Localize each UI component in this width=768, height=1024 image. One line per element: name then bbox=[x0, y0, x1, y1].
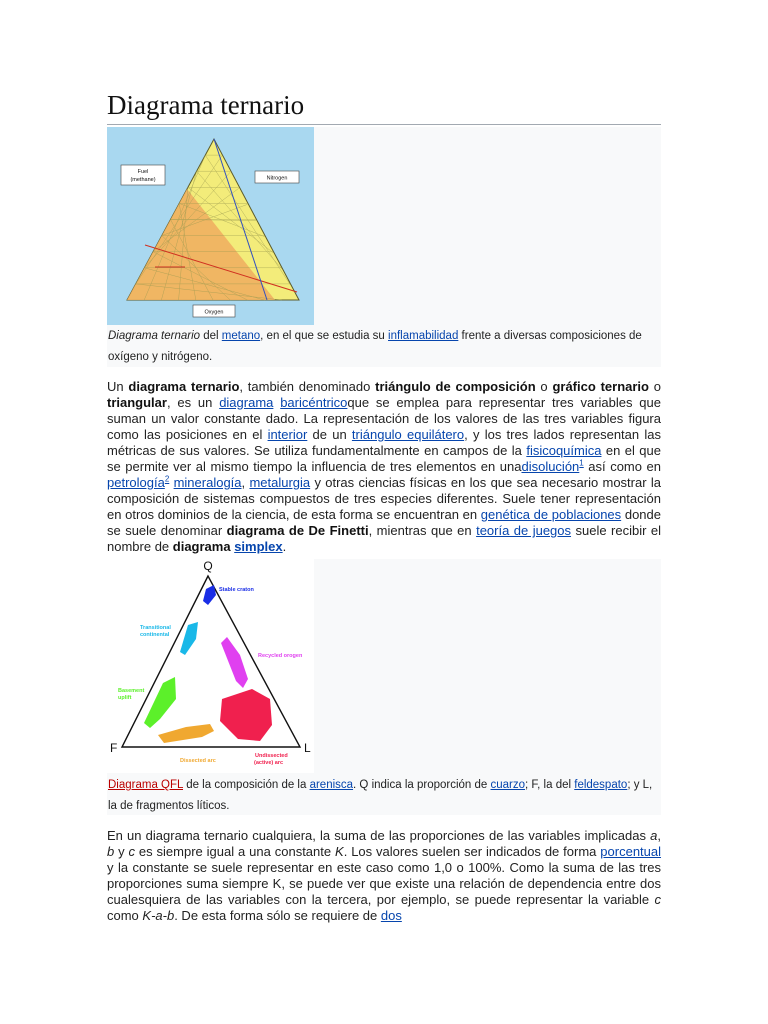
f-vertex-label: F bbox=[110, 741, 118, 755]
text-run: . bbox=[282, 539, 287, 554]
link-inflamabilidad[interactable]: inflamabilidad bbox=[388, 330, 459, 342]
text-run: . Los valores suelen ser indicados de forma bbox=[343, 844, 601, 859]
caption-text: . Q indica la proporción de bbox=[353, 779, 491, 791]
stable-craton-label: Stable craton bbox=[219, 587, 254, 593]
caption-text: ; F, la del bbox=[525, 779, 575, 791]
transitional-label: Transitional bbox=[140, 625, 171, 631]
text-run: en el que se permite ver al mismo tiempo la influencia de tres elementos en una bbox=[107, 443, 661, 474]
bold-term: diagrama bbox=[172, 539, 231, 554]
text-run: que se emplea para representar tres variables que suman un valor constante dado. La representación de los valores de las tres variables figura como las posiciones en el bbox=[107, 395, 661, 442]
fuel-label: Fuel bbox=[137, 169, 149, 175]
link-triangulo-equilatero[interactable]: triángulo equilátero bbox=[351, 427, 465, 442]
figure-2-caption bbox=[108, 775, 661, 817]
transitional-label: continental bbox=[140, 632, 170, 638]
link-diagrama-qfl[interactable]: Diagrama QFL bbox=[108, 779, 183, 791]
second-paragraph bbox=[107, 828, 661, 924]
text-run: En un diagrama ternario cualquiera, la suma de las proporciones de las variables implicadas bbox=[107, 828, 651, 843]
title-divider bbox=[107, 124, 661, 125]
bold-term: diagrama de De Finetti bbox=[226, 523, 369, 538]
dissected-arc-label: Dissected arc bbox=[180, 758, 216, 764]
text-run: y bbox=[114, 844, 129, 859]
link-cuarzo[interactable]: cuarzo bbox=[490, 779, 526, 791]
text-run: suele recibir el nombre de bbox=[107, 523, 661, 554]
figure-2-image[interactable] bbox=[100, 559, 314, 773]
basement-uplift-label: uplift bbox=[118, 695, 132, 701]
text-run: . De esta forma sólo se requiere de bbox=[174, 908, 381, 923]
figure-1-image[interactable] bbox=[107, 127, 314, 325]
link-dos[interactable]: dos bbox=[380, 908, 402, 923]
text-run: y la constante se suele representar en este caso como 1,0 o 100%. Como la suma de las tres proporciones suma siempre K, se puede ver que existe una relación de dependencia entre dos cualesquiera de las variables con la tercera, por ejemplo, se puede representar la variable bbox=[107, 860, 661, 907]
text-run: , es un bbox=[166, 395, 220, 410]
link-fisicoquimica[interactable]: fisicoquímica bbox=[526, 443, 602, 458]
intro-paragraph bbox=[107, 379, 661, 555]
page-title: Diagrama ternario bbox=[107, 90, 305, 120]
link-disolucion[interactable]: disolución bbox=[521, 459, 580, 474]
text-run: o bbox=[535, 379, 553, 394]
link-arenisca[interactable]: arenisca bbox=[309, 779, 354, 791]
caption-text: , en el que se estudia su bbox=[260, 330, 389, 342]
basement-uplift-label: Basement bbox=[118, 688, 145, 694]
q-vertex-label: Q bbox=[203, 559, 213, 573]
reference-1[interactable]: 1 bbox=[579, 458, 584, 468]
l-vertex-label: L bbox=[304, 741, 311, 755]
link-metalurgia[interactable]: metalurgia bbox=[249, 475, 311, 490]
text-run: así como en bbox=[583, 459, 661, 474]
text-run: o bbox=[648, 379, 661, 394]
constant-k: K bbox=[335, 844, 344, 859]
recycled-orogen-label: Recycled orogen bbox=[258, 653, 303, 659]
undissected-arc-label: (active) arc bbox=[254, 760, 284, 766]
figure-1-caption bbox=[108, 326, 661, 368]
caption-italic: Diagrama ternario bbox=[108, 330, 201, 342]
caption-text: frente a diversas composiciones de oxígeno y nitrógeno. bbox=[108, 330, 642, 363]
variable-c: c bbox=[654, 892, 661, 907]
bold-term: gráfico ternario bbox=[552, 379, 649, 394]
reference-2[interactable]: 2 bbox=[164, 474, 170, 484]
text-run: , bbox=[241, 475, 250, 490]
text-run: donde se suele denominar bbox=[107, 507, 661, 538]
link-mineralogia[interactable]: mineralogía bbox=[173, 475, 242, 490]
text-run: Un bbox=[107, 379, 129, 394]
caption-text: del bbox=[200, 330, 222, 342]
caption-text: de la composición de la bbox=[183, 779, 310, 791]
nitrogen-label: Nitrogen bbox=[266, 175, 288, 182]
link-feldespato[interactable]: feldespato bbox=[574, 779, 628, 791]
caption-text: ; y L, la de fragmentos líticos. bbox=[108, 779, 653, 812]
variable-b: b bbox=[107, 844, 115, 859]
text-run: como bbox=[107, 908, 143, 923]
link-interior[interactable]: interior bbox=[267, 427, 308, 442]
text-run: es siempre igual a una constante bbox=[135, 844, 336, 859]
link-petrologia[interactable]: petrología bbox=[107, 475, 165, 490]
variable-c: c bbox=[128, 844, 136, 859]
link-baricentrico[interactable]: baricéntrico bbox=[280, 395, 348, 410]
text-run: , mientras que en bbox=[368, 523, 477, 538]
oxygen-label: Oxygen bbox=[204, 309, 224, 316]
text-run: , y los tres lados representan las métricas de sus valores. Se utiliza fundamentalmente en campos de la bbox=[107, 427, 661, 458]
text-run: , bbox=[657, 828, 661, 843]
bold-term: diagrama ternario bbox=[128, 379, 240, 394]
link-diagrama[interactable]: diagrama bbox=[219, 395, 274, 410]
text-run: y otras ciencias físicas en los que sea necesario mostrar la composición de sistemas compuestos de tres especies diferentes. Suele tener representación en otros dominios de la ciencia, de esta forma se encuentran en bbox=[107, 475, 661, 522]
undissected-arc-label: Undissected bbox=[255, 753, 288, 759]
link-simplex[interactable]: simplex bbox=[234, 539, 283, 554]
variable-a: a bbox=[650, 828, 658, 843]
link-porcentual[interactable]: porcentual bbox=[600, 844, 662, 859]
bold-term: triángulo de composición bbox=[375, 379, 536, 394]
expression-k-a-b: K-a-b bbox=[142, 908, 175, 923]
link-teoria-de-juegos[interactable]: teoría de juegos bbox=[476, 523, 572, 538]
link-metano[interactable]: metano bbox=[221, 330, 261, 342]
text-run: de un bbox=[307, 427, 352, 442]
text-run: , también denominado bbox=[239, 379, 376, 394]
link-genetica-de-poblaciones[interactable]: genética de poblaciones bbox=[480, 507, 622, 522]
methane-label: (methane) bbox=[130, 177, 156, 183]
bold-term: triangular bbox=[107, 395, 167, 410]
